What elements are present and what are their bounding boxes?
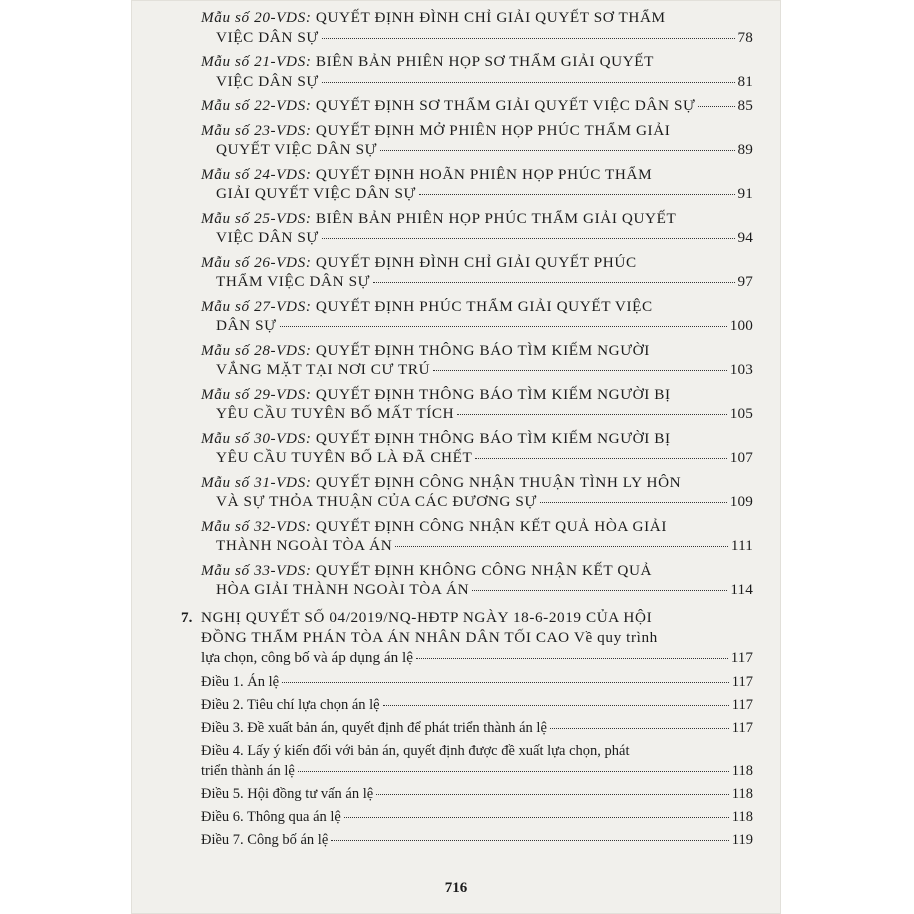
entry-title-line1: Mẫu số 32-VDS: QUYẾT ĐỊNH CÔNG NHẬN KẾT QUẢ HÒA GIẢI: [201, 517, 667, 535]
entry-title-line1: Mẫu số 33-VDS: QUYẾT ĐỊNH KHÔNG CÔNG NHẬN KẾT QUẢ: [201, 561, 653, 579]
page-number: 716: [444, 880, 468, 896]
leader-dots: [282, 682, 729, 683]
entry-page-number: 109: [729, 493, 753, 510]
leader-dots: [416, 658, 728, 659]
entry-title-line1: Mẫu số 31-VDS: QUYẾT ĐỊNH CÔNG NHẬN THUẬN TÌNH LY HÔN: [201, 473, 682, 491]
article-page-number: 118: [731, 785, 753, 802]
leader-dots: [475, 458, 726, 459]
section-title-line3: lựa chọn, công bố và áp dụng án lệ: [201, 648, 413, 666]
leader-dots: [344, 817, 729, 818]
leader-dots: [322, 82, 735, 83]
leader-dots: [383, 705, 729, 706]
leader-dots: [280, 326, 727, 327]
entry-title-line1: Mẫu số 20-VDS: QUYẾT ĐỊNH ĐÌNH CHỈ GIẢI QUYẾT SƠ THẨM: [201, 9, 666, 26]
article-entry: Điều 5. Hội đồng tư vấn án lệ 118: [201, 785, 753, 802]
leader-dots: [373, 282, 735, 283]
article-entry: Điều 3. Đề xuất bản án, quyết định để phát triển thành án lệ 117: [201, 719, 753, 736]
section-number: 7.: [181, 608, 193, 626]
leader-dots: [457, 414, 727, 415]
section-title-line2: ĐỒNG THẨM PHÁN TÒA ÁN NHÂN DÂN TỐI CAO Về quy trình: [201, 628, 658, 646]
entry-title-line2: VIỆC DÂN SỰ: [216, 28, 319, 46]
toc-entry: [201, 517, 753, 556]
section-title-line1: NGHỊ QUYẾT SỐ 04/2019/NQ-HĐTP NGÀY 18-6-2019 CỦA HỘI: [201, 608, 653, 626]
leader-dots: [331, 840, 729, 841]
article-page-number: 118: [731, 762, 753, 779]
section-7-heading: [181, 608, 753, 668]
entry-title-line2: VIỆC DÂN SỰ: [216, 72, 319, 90]
entry-title-line2: GIẢI QUYẾT VIỆC DÂN SỰ: [216, 185, 416, 202]
leader-dots: [322, 38, 735, 39]
entry-page-number: 91: [737, 185, 753, 202]
toc-entry: [201, 209, 753, 248]
entry-title-line2: HÒA GIẢI THÀNH NGOÀI TÒA ÁN: [216, 581, 470, 598]
toc-entry: [201, 52, 753, 91]
leader-dots: [540, 502, 727, 503]
leader-dots: [698, 106, 734, 107]
toc-entry: [201, 297, 753, 336]
entry-page-number: 103: [729, 361, 753, 378]
entry-page-number: 100: [729, 317, 753, 334]
article-entry: Điều 2. Tiêu chí lựa chọn án lệ 117: [201, 696, 753, 713]
form-entries-list: [201, 8, 753, 600]
leader-dots: [433, 370, 727, 371]
articles-list: [201, 672, 753, 850]
entry-title-line2: THẨM VIỆC DÂN SỰ: [216, 273, 370, 290]
article-page-number: 117: [731, 696, 753, 713]
entry-title-line2: YÊU CẦU TUYÊN BỐ LÀ ĐÃ CHẾT: [216, 449, 473, 466]
entry-title-line2: VÀ SỰ THỎA THUẬN CỦA CÁC ĐƯƠNG SỰ: [216, 493, 537, 510]
entry-page-number: 89: [737, 141, 753, 158]
entry-title: Mẫu số 22-VDS: QUYẾT ĐỊNH SƠ THẨM GIẢI QUYẾT VIỆC DÂN SỰ: [201, 97, 696, 114]
leader-dots: [380, 150, 734, 151]
entry-title-line2: VIỆC DÂN SỰ: [216, 229, 319, 246]
entry-page-number: 111: [730, 537, 753, 554]
toc-entry: [201, 341, 753, 380]
entry-title-line1: Mẫu số 28-VDS: QUYẾT ĐỊNH THÔNG BÁO TÌM KIẾM NGƯỜI: [201, 341, 650, 359]
entry-page-number: 81: [737, 72, 753, 90]
leader-dots: [419, 194, 735, 195]
toc-entry: [201, 253, 753, 292]
article-entry: Điều 1. Án lệ 117: [201, 673, 753, 690]
entry-page-number: 105: [729, 405, 753, 422]
entry-page-number: 85: [737, 97, 753, 114]
entry-title-line2: YÊU CẦU TUYÊN BỐ MẤT TÍCH: [216, 405, 455, 422]
toc-entry: [201, 385, 753, 424]
article-page-number: 119: [731, 831, 753, 848]
leader-dots: [550, 728, 729, 729]
leader-dots: [472, 590, 727, 591]
toc-entry: [201, 561, 753, 600]
entry-title-line1: Mẫu số 26-VDS: QUYẾT ĐỊNH ĐÌNH CHỈ GIẢI QUYẾT PHÚC: [201, 253, 637, 271]
article-entry: Điều 4. Lấy ý kiến đối với bản án, quyết định được đề xuất lựa chọn, phát triển thành án lệ 118: [201, 742, 753, 779]
leader-dots: [298, 771, 729, 772]
entry-page-number: 78: [737, 28, 753, 46]
entry-page-number: 114: [730, 581, 753, 598]
entry-title-line1: Mẫu số 29-VDS: QUYẾT ĐỊNH THÔNG BÁO TÌM KIẾM NGƯỜI BỊ: [201, 385, 671, 403]
entry-title-line2: QUYẾT VIỆC DÂN SỰ: [216, 141, 378, 158]
leader-dots: [376, 794, 729, 795]
article-entry: Điều 6. Thông qua án lệ 118: [201, 808, 753, 825]
leader-dots: [322, 238, 735, 239]
entry-title-line1: Mẫu số 25-VDS: BIÊN BẢN PHIÊN HỌP PHÚC THẨM GIẢI QUYẾT: [201, 209, 677, 227]
leader-dots: [395, 546, 728, 547]
toc-entry: [201, 8, 753, 47]
entry-page-number: 97: [737, 273, 753, 290]
entry-title-line1: Mẫu số 23-VDS: QUYẾT ĐỊNH MỞ PHIÊN HỌP PHÚC THẨM GIẢI: [201, 121, 671, 139]
book-page: [131, 0, 781, 914]
article-page-number: 117: [731, 673, 753, 690]
entry-page-number: 107: [729, 449, 753, 466]
toc-entry: [201, 96, 753, 116]
toc-entry: [201, 165, 753, 204]
entry-title-line2: DÂN SỰ: [216, 317, 277, 334]
entry-title-line2: THÀNH NGOÀI TÒA ÁN: [216, 537, 393, 554]
entry-title-line1: Mẫu số 24-VDS: QUYẾT ĐỊNH HOÃN PHIÊN HỌP PHÚC THẨM: [201, 165, 653, 183]
article-page-number: 118: [731, 808, 753, 825]
article-page-number: 117: [731, 719, 753, 736]
entry-page-number: 94: [737, 229, 753, 246]
article-entry: Điều 7. Công bố án lệ 119: [201, 831, 753, 848]
section-page-number: 117: [730, 648, 753, 666]
table-of-contents: [181, 8, 753, 853]
entry-title-line1: Mẫu số 27-VDS: QUYẾT ĐỊNH PHÚC THẨM GIẢI QUYẾT VIỆC: [201, 297, 653, 315]
entry-title-line1: Mẫu số 21-VDS: BIÊN BẢN PHIÊN HỌP SƠ THẨM GIẢI QUYẾT: [201, 53, 655, 70]
toc-entry: [201, 429, 753, 468]
toc-entry: [201, 473, 753, 512]
toc-entry: [201, 121, 753, 160]
entry-title-line1: Mẫu số 30-VDS: QUYẾT ĐỊNH THÔNG BÁO TÌM KIẾM NGƯỜI BỊ: [201, 429, 671, 447]
entry-title-line2: VẮNG MẶT TẠI NƠI CƯ TRÚ: [216, 361, 431, 378]
